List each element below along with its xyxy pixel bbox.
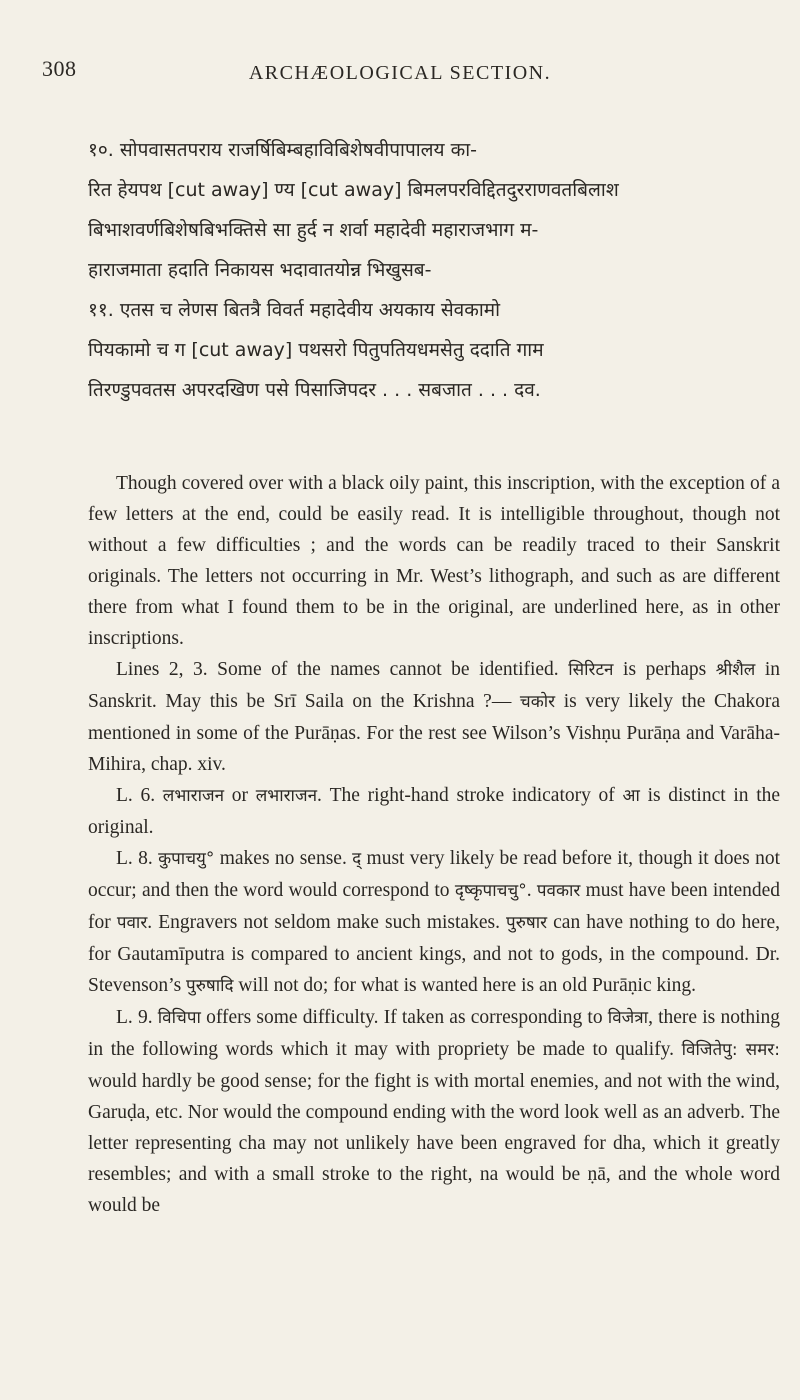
note-text: must very likely be read before it, though it does not occur; and then the word would correspond to	[88, 848, 781, 901]
devanagari-term: आ	[622, 786, 640, 806]
note-text: makes no sense.	[219, 848, 347, 869]
note-text: will not do; for what is wanted here is an old Purāṇic king.	[238, 975, 697, 996]
devanagari-term: लभाराजन	[162, 786, 225, 806]
inscription-line: पियकामो च ग [cut away] पथसरो पितुपतियधमसेतु ददाति गाम	[88, 339, 544, 361]
commentary-note-line-6	[88, 780, 780, 843]
commentary-note-line-8	[88, 843, 780, 1002]
inscription-line: तिरण्डुपवतस अपरदखिण पसे पिसाजिपदर . . . सबजात . . . दव.	[88, 379, 541, 401]
note-text: is distinct in the original.	[88, 785, 781, 838]
devanagari-term: पवार	[116, 913, 148, 933]
devanagari-term: पवकार	[536, 881, 581, 901]
inscription-line: बिभाशवर्णबिशेषबिभक्तिसे सा हुर्द न शर्वा महादेवी महाराजभाग म-	[88, 219, 539, 241]
note-text: offers some difficulty. If taken as corresponding to	[206, 1007, 603, 1028]
note-lead: L. 8.	[116, 848, 153, 869]
devanagari-term: कुपाचयु°	[158, 849, 215, 869]
note-text: , there is nothing in the following words which it may with propriety be made to qualify.	[88, 1007, 781, 1060]
commentary-note-lines-2-3	[88, 654, 780, 780]
devanagari-term: चकोर	[519, 692, 556, 712]
devanagari-term: दृष्कृपाचचु°	[454, 881, 527, 901]
running-head: ARCHÆOLOGICAL SECTION.	[248, 62, 552, 84]
devanagari-term: विजितेपु: समर:	[681, 1040, 780, 1060]
note-text: would hardly be good sense; for the fight is with mortal enemies, and not with the wind, Garuḍa, etc. Nor would the compound ending with the word look well as an adverb. The letter representing cha may not unlikely have been engraved for dha, which it greatly resembles; and with a small stroke to the right, na would be ṇā, and the whole word would be	[88, 1071, 780, 1216]
inscription-text	[88, 130, 778, 410]
devanagari-term: श्रीशैल	[715, 660, 756, 680]
devanagari-term: विचिपा	[157, 1008, 201, 1028]
page-number: 308	[42, 56, 77, 81]
inscription-line: हाराजमाता हदाति निकायस भदावातयोन्न भिखुसब-	[88, 259, 432, 281]
note-text: in Sanskrit. May this be Srī Saila on the Krishna ?—	[88, 659, 781, 712]
note-text: . The right-hand stroke indicatory of	[317, 785, 615, 806]
note-lead: L. 6.	[116, 785, 156, 806]
devanagari-term: द्	[352, 849, 362, 869]
commentary-note-line-9	[88, 1002, 780, 1221]
devanagari-term: सिरिटन	[568, 660, 614, 680]
inscription-line: रित हेयपथ [cut away] ण्य [cut away] बिमलपरविद्दितदुरराणवतबिलाश	[88, 179, 619, 201]
note-lead: Lines 2, 3. Some of the names cannot be identified.	[116, 659, 559, 680]
devanagari-term: पुरुषार	[506, 913, 548, 933]
commentary-body	[88, 468, 780, 1221]
inscription-line: १०. सोपवासतपराय राजर्षिबिम्बहाविबिशेषवीपापालय का-	[88, 139, 477, 161]
note-text: . Engravers not seldom make such mistakes.	[147, 912, 500, 933]
note-text: must have been intended for	[88, 880, 781, 933]
note-text: is perhaps	[623, 659, 707, 680]
note-lead: L. 9.	[116, 1007, 153, 1028]
devanagari-term: विजेत्रा	[607, 1008, 649, 1028]
note-text: .	[526, 880, 532, 901]
inscription-line: ११. एतस च लेणस बितत्रै विवर्त महादेवीय अयकाय सेवकामो	[88, 299, 501, 321]
note-text: or	[231, 785, 249, 806]
commentary-paragraph: Though covered over with a black oily paint, this inscription, with the exception of a few letters at the end, could be easily read. It is intelligible throughout, though not without a few difficulties ; and the words can be readily traced to their Sanskrit originals. The letters not occurring in Mr. West’s lithograph, and such as are different there from what I found them to be in the original, are underlined here, as in other inscriptions.	[88, 473, 780, 649]
devanagari-term: पुरुषादि	[186, 976, 234, 996]
devanagari-term: लभाराजन	[255, 786, 318, 806]
note-text: can have nothing to do here, for Gautamīputra is compared to ancient kings, and not to gods, in the compound. Dr. Stevenson’s	[88, 912, 781, 996]
note-text: is very likely the Chakora mentioned in some of the Purāṇas. For the rest see Wilson’s Vishṇu Purāṇa and Varāha-Mihira, chap. xiv.	[88, 691, 781, 775]
